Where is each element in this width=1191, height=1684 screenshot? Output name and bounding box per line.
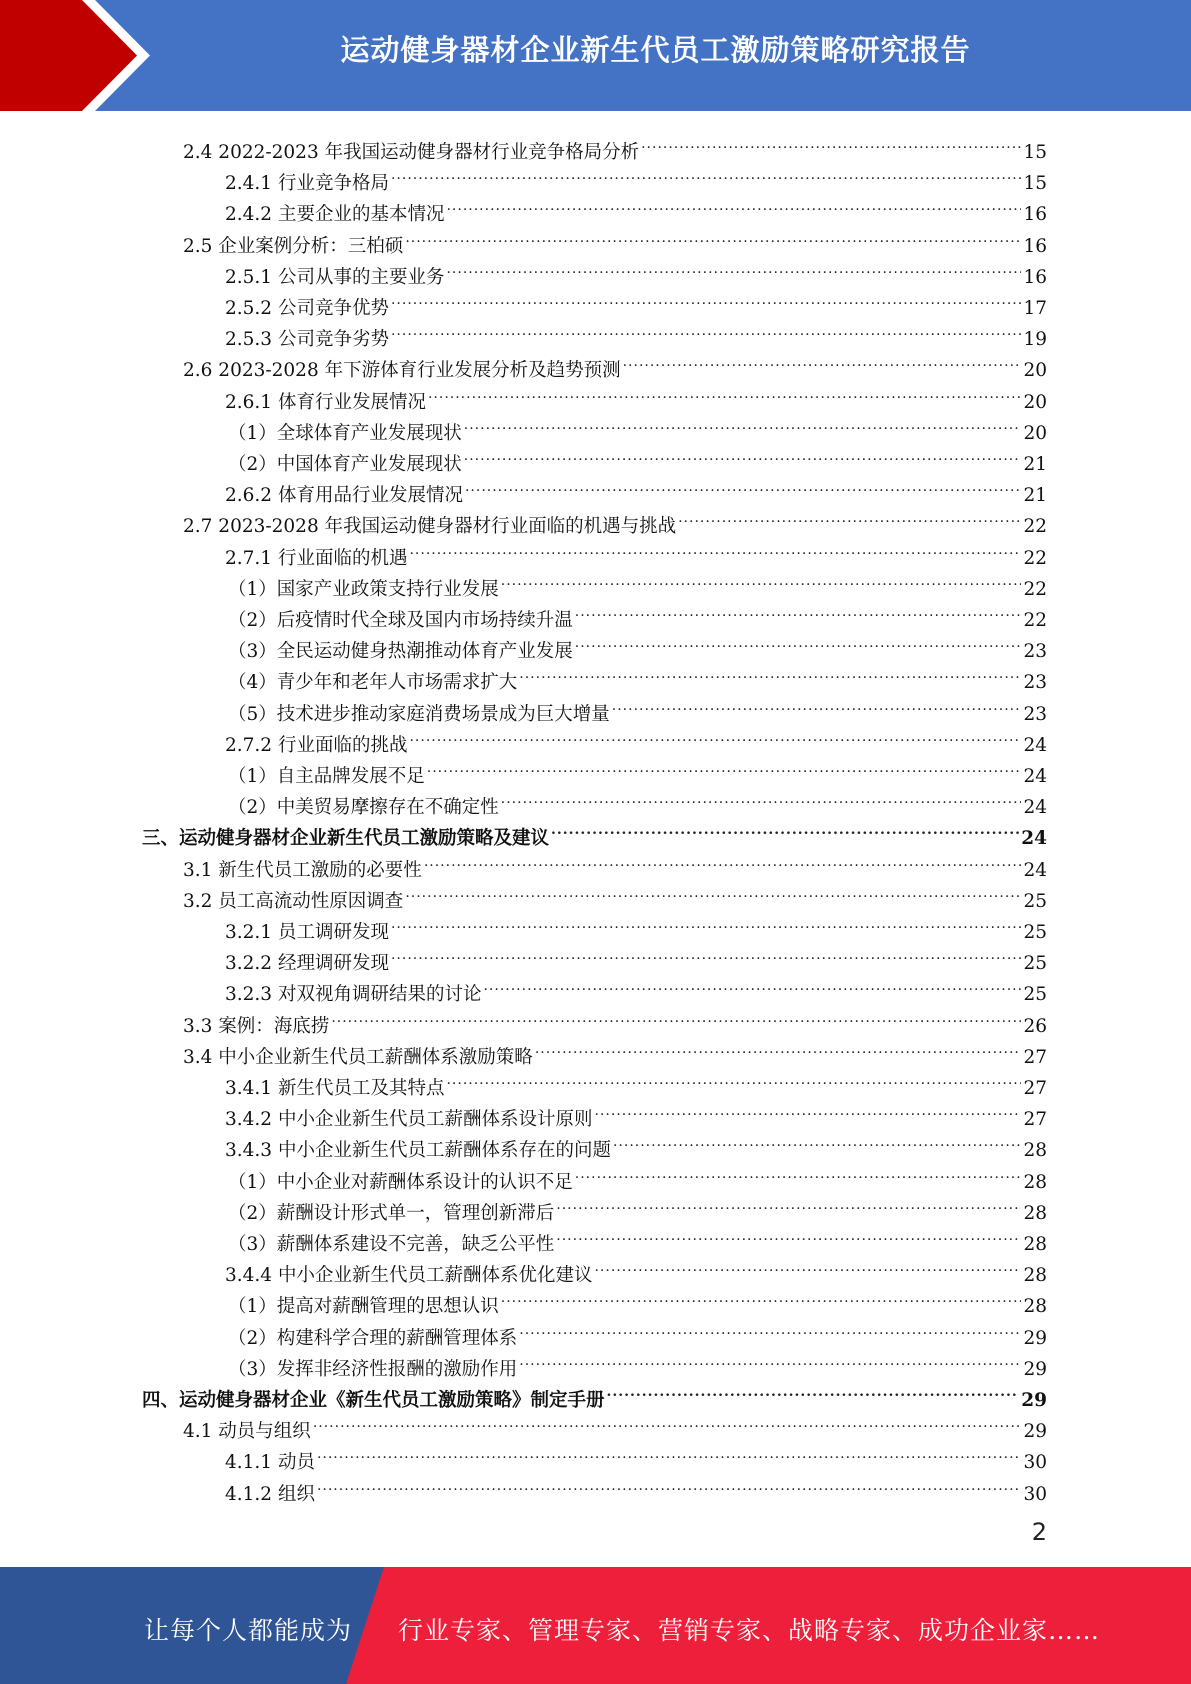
toc-entry[interactable] — [225, 252, 1047, 288]
toc-dot-leader — [519, 657, 1021, 688]
footer-slogan-left: 让每个人都能成为 — [144, 1616, 353, 1645]
toc-entry-page: 23 — [1023, 703, 1047, 725]
toc-entry-title: 3.2.1 员工调研发现 — [225, 922, 389, 943]
toc-entry-page: 22 — [1023, 516, 1047, 538]
toc-dot-leader — [391, 907, 1021, 938]
toc-entry-title: 2.4.1 行业竞争格局 — [225, 173, 389, 195]
toc-entry-title: （1）全球体育产业发展现状 — [228, 422, 462, 444]
toc-entry-page: 20 — [1023, 360, 1047, 382]
toc-dot-leader — [464, 439, 1022, 470]
toc-entry-title: （2）中美贸易摩擦存在不确定性 — [228, 797, 499, 819]
toc-entry-page: 21 — [1023, 485, 1047, 507]
toc-entry[interactable] — [225, 314, 1047, 351]
toc-entry-page: 22 — [1023, 547, 1047, 569]
toc-entry-title: （1）国家产业政策支持行业发展 — [228, 578, 499, 600]
document-title: 运动健身器材企业新生代员工激励策略研究报告 — [340, 33, 971, 67]
page-number: 2 — [1031, 1518, 1047, 1546]
toc-entry-title: 3.2 员工高流动性原因调查 — [183, 890, 404, 912]
toc-entry-page: 29 — [1023, 1358, 1047, 1380]
toc-entry-page: 30 — [1023, 1483, 1047, 1505]
toc-entry-title: 3.3 案例：海底捞 — [183, 1015, 330, 1037]
toc-entry-page: 27 — [1023, 1109, 1047, 1131]
toc-entry-page: 25 — [1023, 984, 1047, 1006]
toc-dot-leader — [464, 408, 1022, 439]
toc-dot-leader — [409, 533, 1021, 564]
toc-entry-page: 22 — [1023, 578, 1047, 600]
toc-dot-leader — [556, 1188, 1021, 1219]
toc-entry[interactable] — [183, 1001, 1047, 1037]
toc-entry-page: 16 — [1023, 204, 1047, 226]
toc-entry[interactable] — [225, 533, 1047, 569]
toc-entry-page: 20 — [1023, 422, 1047, 444]
toc-dot-leader — [313, 1406, 1022, 1437]
toc-entry[interactable] — [228, 689, 1047, 725]
toc-entry[interactable] — [225, 1437, 1047, 1474]
toc-entry-title: 2.7.2 行业面临的挑战 — [225, 734, 408, 756]
toc-entry[interactable] — [183, 127, 1047, 163]
toc-entry[interactable] — [228, 1188, 1047, 1224]
toc-entry-title: 2.7.1 行业面临的机遇 — [225, 547, 408, 569]
toc-dot-leader — [501, 1281, 1022, 1312]
toc-entry-page: 16 — [1023, 235, 1047, 257]
toc-dot-leader — [317, 1469, 1022, 1500]
toc-entry-page: 27 — [1023, 1078, 1047, 1099]
toc-entry[interactable] — [183, 845, 1047, 881]
toc-entry-page: 24 — [1023, 734, 1047, 756]
toc-entry-title: （2）后疫情时代全球及国内市场持续升温 — [228, 610, 573, 631]
header-arrow-decoration — [0, 0, 160, 111]
toc-dot-leader — [594, 1094, 1021, 1125]
toc-entry[interactable] — [142, 813, 1047, 850]
toc-dot-leader — [391, 314, 1021, 345]
toc-dot-leader — [594, 1250, 1021, 1281]
toc-entry[interactable] — [225, 907, 1047, 943]
toc-entry-page: 23 — [1023, 672, 1047, 694]
toc-entry-page: 25 — [1023, 922, 1047, 943]
toc-entry-title: 2.5.3 公司竞争劣势 — [225, 329, 389, 351]
toc-dot-leader — [575, 626, 1022, 657]
toc-entry-title: （2）构建科学合理的薪酬管理体系 — [228, 1327, 518, 1349]
toc-entry-page: 24 — [1023, 797, 1047, 819]
toc-entry-page: 24 — [1023, 766, 1047, 787]
toc-dot-leader — [424, 845, 1022, 876]
toc-entry[interactable] — [225, 377, 1047, 413]
toc-entry-page: 28 — [1023, 1265, 1047, 1287]
toc-entry-title: （4）青少年和老年人市场需求扩大 — [228, 672, 518, 694]
toc-entry-title: 2.4.2 主要企业的基本情况 — [225, 204, 445, 226]
toc-entry[interactable] — [225, 720, 1047, 756]
toc-entry-title: （2）薪酬设计形式单一，管理创新滞后 — [228, 1202, 555, 1224]
toc-entry-page: 28 — [1023, 1202, 1047, 1224]
toc-entry[interactable] — [228, 782, 1047, 819]
toc-entry-title: 3.4.3 中小企业新生代员工薪酬体系存在的问题 — [225, 1140, 611, 1162]
footer-slogan-right: 行业专家、管理专家、营销专家、战略专家、成功企业家…… — [398, 1616, 1101, 1645]
toc-entry-title: 2.6.2 体育用品行业发展情况 — [225, 485, 463, 507]
toc-dot-leader — [391, 158, 1021, 189]
toc-dot-leader — [427, 751, 1022, 782]
toc-entry-page: 28 — [1023, 1296, 1047, 1318]
toc-entry-page: 22 — [1023, 610, 1047, 631]
toc-entry-title: 4.1.2 组织 — [225, 1483, 315, 1505]
toc-entry[interactable] — [228, 564, 1047, 600]
toc-entry[interactable] — [225, 158, 1047, 195]
toc-entry-title: （3）全民运动健身热潮推动体育产业发展 — [228, 641, 573, 663]
toc-entry[interactable] — [228, 657, 1047, 694]
toc-entry-title: 2.5.1 公司从事的主要业务 — [225, 266, 445, 288]
toc-entry-title: 4.1 动员与组织 — [183, 1421, 311, 1443]
toc-entry[interactable] — [225, 189, 1047, 226]
toc-entry-page: 27 — [1023, 1046, 1047, 1068]
toc-dot-leader — [446, 189, 1021, 220]
toc-dot-leader — [409, 720, 1021, 751]
toc-entry-page: 25 — [1023, 890, 1047, 912]
toc-entry[interactable] — [228, 626, 1047, 663]
toc-dot-leader — [465, 470, 1021, 501]
toc-dot-leader — [446, 1063, 1021, 1094]
toc-entry-title: （5）技术进步推动家庭消费场景成为巨大增量 — [228, 703, 610, 725]
toc-entry-title: 3.4.1 新生代员工及其特点 — [225, 1078, 445, 1099]
toc-entry-page: 15 — [1023, 173, 1047, 195]
toc-entry-title: 2.5.2 公司竞争优势 — [225, 298, 389, 319]
toc-dot-leader — [405, 221, 1021, 252]
toc-entry-page: 25 — [1023, 953, 1047, 975]
toc-dot-leader — [519, 1313, 1021, 1344]
toc-entry[interactable] — [225, 1469, 1047, 1505]
toc-dot-leader — [317, 1437, 1022, 1468]
toc-dot-leader — [483, 969, 1021, 1000]
toc-entry-title: （3）薪酬体系建设不完善，缺乏公平性 — [228, 1234, 555, 1255]
toc-dot-leader — [446, 252, 1021, 283]
toc-dot-leader — [331, 1001, 1021, 1032]
toc-entry[interactable] — [228, 1281, 1047, 1318]
toc-dot-leader — [551, 813, 1019, 844]
toc-entry[interactable] — [183, 1032, 1047, 1068]
toc-dot-leader — [391, 283, 1021, 314]
page-header — [0, 0, 1191, 111]
toc-dot-leader — [607, 1375, 1020, 1406]
toc-entry-title: 3.2.2 经理调研发现 — [225, 953, 389, 975]
toc-dot-leader — [519, 1344, 1021, 1375]
toc-entry[interactable] — [228, 439, 1047, 475]
toc-entry-title: 2.5 企业案例分析：三柏硕 — [183, 235, 404, 257]
toc-entry-title: （2）中国体育产业发展现状 — [228, 454, 462, 475]
toc-entry[interactable] — [228, 595, 1047, 631]
toc-entry-title: 3.1 新生代员工激励的必要性 — [183, 859, 422, 881]
toc-dot-leader — [556, 1219, 1021, 1250]
toc-entry-title: 4.1.1 动员 — [225, 1452, 315, 1474]
toc-entry[interactable] — [228, 751, 1047, 787]
toc-dot-leader — [501, 782, 1022, 813]
toc-dot-leader — [428, 377, 1021, 408]
toc-entry-title: 四、运动健身器材企业《新生代员工激励策略》制定手册 — [142, 1390, 605, 1411]
toc-entry-page: 15 — [1023, 142, 1047, 163]
toc-entry[interactable] — [225, 938, 1047, 975]
toc-entry-page: 29 — [1021, 1390, 1047, 1411]
toc-entry-page: 23 — [1023, 641, 1047, 663]
toc-entry-page: 17 — [1023, 298, 1047, 319]
toc-entry[interactable] — [183, 876, 1047, 912]
toc-dot-leader — [405, 876, 1021, 907]
toc-entry[interactable] — [225, 470, 1047, 507]
toc-entry-title: （3）发挥非经济性报酬的激励作用 — [228, 1358, 518, 1380]
toc-entry-page: 20 — [1023, 391, 1047, 413]
toc-entry-title: 3.4.2 中小企业新生代员工薪酬体系设计原则 — [225, 1109, 593, 1131]
toc-entry-title: 2.6.1 体育行业发展情况 — [225, 391, 426, 413]
toc-entry-page: 24 — [1023, 859, 1047, 881]
toc-entry[interactable] — [183, 501, 1047, 538]
toc-entry-page: 28 — [1023, 1171, 1047, 1193]
page-footer — [0, 1567, 1191, 1684]
toc-entry-page: 16 — [1023, 266, 1047, 288]
toc-entry-title: 3.4.4 中小企业新生代员工薪酬体系优化建议 — [225, 1265, 593, 1287]
toc-entry-page: 29 — [1023, 1421, 1047, 1443]
toc-entry-page: 28 — [1023, 1140, 1047, 1162]
toc-entry-page: 26 — [1023, 1015, 1047, 1037]
toc-entry-title: 3.4 中小企业新生代员工薪酬体系激励策略 — [183, 1046, 533, 1068]
toc-entry-title: 三、运动健身器材企业新生代员工激励策略及建议 — [142, 828, 550, 850]
toc-entry-title: （1）自主品牌发展不足 — [228, 766, 425, 787]
toc-entry[interactable] — [228, 1344, 1047, 1380]
toc-entry[interactable] — [228, 1219, 1047, 1255]
toc-entry-page: 30 — [1023, 1452, 1047, 1474]
toc-dot-leader — [612, 689, 1022, 720]
toc-dot-leader — [678, 501, 1021, 532]
toc-entry-page: 19 — [1023, 329, 1047, 351]
toc-entry[interactable] — [225, 283, 1047, 319]
toc-entry-title: 2.7 2023-2028 年我国运动健身器材行业面临的机遇与挑战 — [183, 516, 677, 538]
toc-entry-page: 21 — [1023, 454, 1047, 475]
toc-dot-leader — [641, 127, 1021, 158]
toc-entry[interactable] — [225, 969, 1047, 1006]
toc-entry[interactable] — [228, 408, 1047, 444]
toc-entry-page: 29 — [1023, 1327, 1047, 1349]
toc-dot-leader — [613, 1125, 1021, 1156]
toc-entry[interactable] — [228, 1157, 1047, 1193]
toc-entry-title: 2.4 2022-2023 年我国运动健身器材行业竞争格局分析 — [183, 142, 640, 163]
toc-entry[interactable] — [225, 1094, 1047, 1131]
toc-entry[interactable] — [183, 1406, 1047, 1443]
toc-entry-title: 3.2.3 对双视角调研结果的讨论 — [225, 984, 482, 1006]
toc-dot-leader — [501, 564, 1022, 595]
toc-entry[interactable] — [142, 1375, 1047, 1411]
toc-entry-title: （1）提高对薪酬管理的思想认识 — [228, 1296, 499, 1318]
toc-entry[interactable] — [183, 221, 1047, 257]
toc-dot-leader — [623, 345, 1022, 376]
toc-dot-leader — [535, 1032, 1022, 1063]
toc-entry[interactable] — [225, 1250, 1047, 1287]
toc-entry[interactable] — [225, 1063, 1047, 1099]
toc-entry-page: 28 — [1023, 1234, 1047, 1255]
toc-entry[interactable] — [225, 1125, 1047, 1162]
toc-entry-title: 2.6 2023-2028 年下游体育行业发展分析及趋势预测 — [183, 360, 621, 382]
toc-entry[interactable] — [228, 1313, 1047, 1349]
toc-dot-leader — [575, 1157, 1022, 1188]
toc-entry[interactable] — [183, 345, 1047, 382]
toc-dot-leader — [391, 938, 1021, 969]
toc-entry-title: （1）中小企业对薪酬体系设计的认识不足 — [228, 1171, 573, 1193]
toc-dot-leader — [575, 595, 1022, 626]
toc-entry-page: 24 — [1021, 828, 1047, 850]
